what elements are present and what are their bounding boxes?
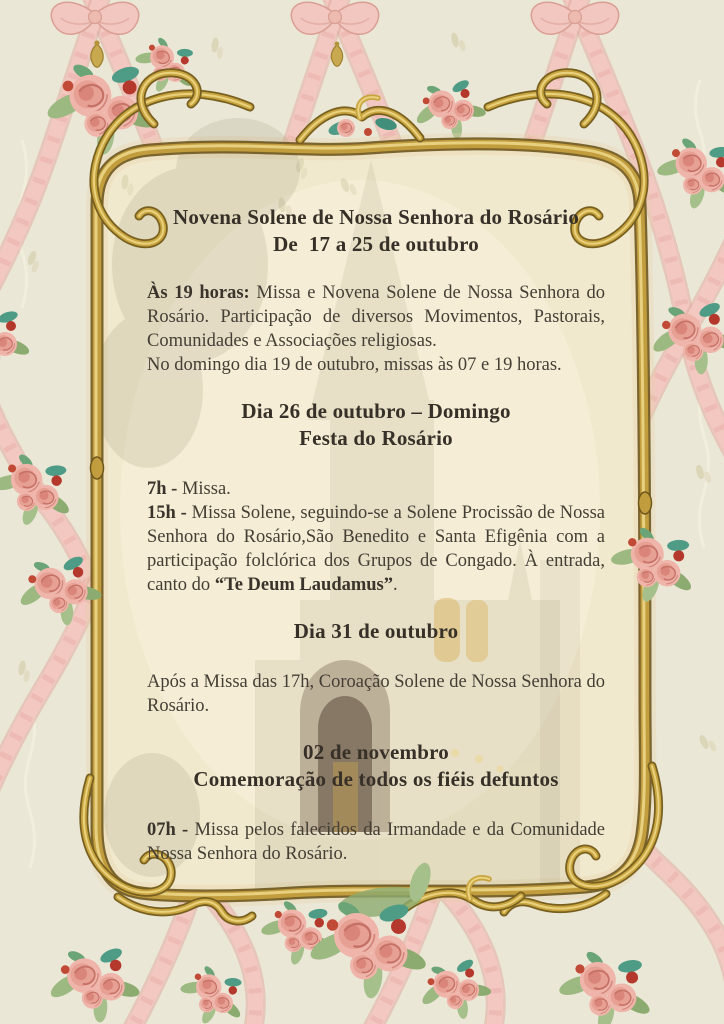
heading-oct31-line: Dia 31 de outubro <box>293 619 459 643</box>
schedule-15h-time: 15h - <box>147 503 187 523</box>
heading-nov02-line1: 02 de novembro <box>303 740 449 764</box>
frame-knot <box>639 492 652 514</box>
frame-knot <box>91 457 104 479</box>
schedule-7h-time: 7h - <box>147 479 178 499</box>
page-title <box>147 204 605 258</box>
intro-text: Missa e Novena Solene de Nossa Senhora do Rosário. Participação de diversos Movimentos, Pastorais, Comunidades e Associações religiosas. <box>147 283 606 351</box>
heading-oct31 <box>147 618 605 645</box>
title-line-2: De 17 a 25 de outubro <box>273 232 479 256</box>
paragraph-nov02 <box>147 818 605 866</box>
title-line-1: Novena Solene de Nossa Senhora do Rosário <box>172 205 580 229</box>
heading-nov02 <box>147 739 605 793</box>
program-text <box>147 204 605 866</box>
intro-time-label: Às 19 horas: <box>147 283 250 303</box>
heading-nov02-line2: Comemoração de todos os fiéis defuntos <box>193 767 559 791</box>
heading-oct26-line2: Festa do Rosário <box>299 426 453 450</box>
schedule-15h <box>147 501 605 597</box>
paragraph-oct31: Após a Missa das 17h, Coroação Solene de Nossa Senhora do Rosário. <box>147 672 605 716</box>
heading-oct26-line1: Dia 26 de outubro – Domingo <box>241 399 511 423</box>
schedule-15h-text: Missa Solene, seguindo-se a Solene Procissão de Nossa Senhora do Rosário,São Benedito e Santa Efigênia com a participação folclórica dos Grupos de Congado. À entrada, canto do <box>147 503 606 595</box>
nov02-text: Missa pelos falecidos da Irmandade e da Comunidade Nossa Senhora do Rosário. <box>147 820 605 864</box>
schedule-7h <box>147 477 605 501</box>
nov02-time-label: 07h - <box>147 820 189 840</box>
heading-oct26 <box>147 398 605 452</box>
intro-paragraph <box>147 281 605 353</box>
intro-note: No domingo dia 19 de outubro, missas às 07 e 19 horas. <box>147 355 562 375</box>
schedule-15h-end: . <box>393 575 398 595</box>
schedule-7h-text: Missa. <box>181 479 231 499</box>
te-deum-label: “Te Deum Laudamus” <box>214 575 394 595</box>
